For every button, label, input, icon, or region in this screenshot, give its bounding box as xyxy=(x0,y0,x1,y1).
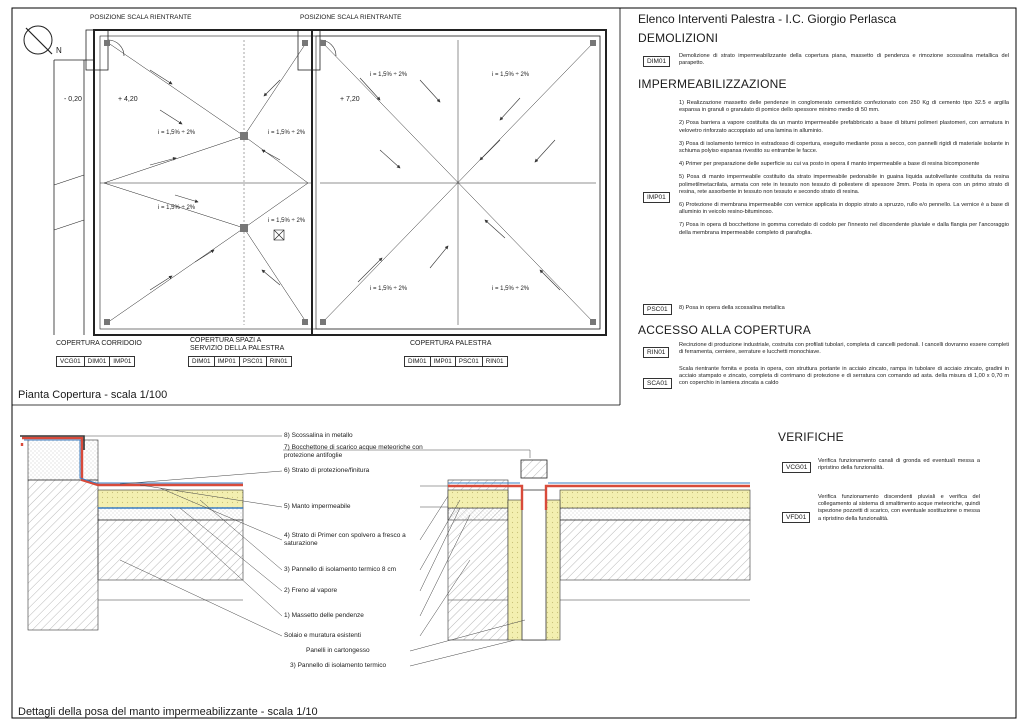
item-text: Verifica funzionamento discendenti pluviali e verifica del collegamento al sistema di smaltimento acque meteoriche, quindi ispezione pozzetti di scarico, con eventuale sostituzione o messa a ripristino della funzionalità. xyxy=(818,494,980,522)
item-code: PSC01 xyxy=(643,304,672,315)
section-heading: ACCESSO ALLA COPERTURA xyxy=(638,323,811,337)
stair-label-right: POSIZIONE SCALA RIENTRANTE xyxy=(300,14,402,21)
list-title: Elenco Interventi Palestra - I.C. Giorgio Perlasca xyxy=(638,12,897,26)
slope-label: i = 1,5% ÷ 2% xyxy=(492,72,530,78)
tag: PSC01 xyxy=(455,356,483,367)
elevation-a: - 0,20 xyxy=(64,96,82,103)
item-text: Verifica funzionamento canali di gronda ed eventuali messa a ripristino della funzionalità. xyxy=(818,458,980,472)
area-tags-corridor xyxy=(56,356,134,367)
elevation-c: + 7,20 xyxy=(340,96,360,103)
plan-caption: Pianta Copertura - scala 1/100 xyxy=(18,389,168,401)
imp-step: 6) Protezione di membrana impermeabile con vernice applicata in doppio strato a spruzzo, rullo e/o pennello. La vernice è a base di alluminio in veicolo resino-bituminoso. xyxy=(679,202,1009,216)
detail-label: 1) Massetto delle pendenze xyxy=(284,612,364,619)
slope-label: i = 1,5% ÷ 2% xyxy=(370,286,408,292)
tag: IMP01 xyxy=(214,356,240,367)
drain-leaf-guard-icon xyxy=(521,460,547,478)
item-code: IMP01 xyxy=(643,192,670,203)
detail-label: 7) Bocchettone di scarico acque meteoriche con protezione antifoglie xyxy=(284,444,423,459)
detail-label: Solaio e muratura esistenti xyxy=(284,632,361,639)
detail-caption: Dettagli della posa del manto impermeabilizzante - scala 1/10 xyxy=(18,706,318,718)
detail-label: 4) Strato di Primer con spolvero a fresco a saturazione xyxy=(284,532,406,547)
item-code: DIM01 xyxy=(643,56,670,67)
section-heading: IMPERMEABILIZZAZIONE xyxy=(638,77,787,91)
area-tags-services xyxy=(188,356,291,367)
section-detail-left xyxy=(20,436,243,630)
slope-label: i = 1,5% ÷ 2% xyxy=(268,130,306,136)
section-heading: VERIFICHE xyxy=(778,430,844,444)
detail-label: 3) Pannello di isolamento termico 8 cm xyxy=(284,566,396,573)
stair-label-left: POSIZIONE SCALA RIENTRANTE xyxy=(90,14,192,21)
item-code: VCG01 xyxy=(782,462,811,473)
tag: RIN01 xyxy=(482,356,508,367)
area-name-corridor: COPERTURA CORRIDOIO xyxy=(56,340,142,347)
slope-label: i = 1,5% ÷ 2% xyxy=(158,205,196,211)
elevation-b: + 4,20 xyxy=(118,96,138,103)
detail-label: 2) Freno al vapore xyxy=(284,587,338,594)
tag: IMP01 xyxy=(109,356,135,367)
north-label: N xyxy=(56,46,62,55)
tag: DIM01 xyxy=(84,356,111,367)
slope-label: i = 1,5% ÷ 2% xyxy=(158,130,196,136)
slope-label: i = 1,5% ÷ 2% xyxy=(492,286,530,292)
roof-drains xyxy=(104,40,596,325)
imp-step: 3) Posa di isolamento termico in estradosso di copertura, eseguito mediante posa a secco, con pannelli rigidi di materiale isolante in schiuma polyiso espansa rivestito su entrambe le facce. xyxy=(679,140,1009,155)
slope-label: i = 1,5% ÷ 2% xyxy=(370,72,408,78)
item-code: RIN01 xyxy=(643,347,669,358)
slope-label: i = 1,5% ÷ 2% xyxy=(268,218,306,224)
item-text: Recinzione di produzione industriale, costruita con profilati tubolari, completa di cancelli pedonali. I cancelli dovranno essere completi di ferramenta, cerniere, serrature e lucchetti monochiave. xyxy=(679,342,1009,356)
area-name-gym: COPERTURA PALESTRA xyxy=(410,340,492,347)
detail-label: 6) Strato di protezione/finitura xyxy=(284,467,370,474)
tag: RIN01 xyxy=(266,356,292,367)
item-text: Demolizione di strato impermeabilizzante della copertura piana, massetto di pendenza e rimozione scossalina metallica del parapetto. xyxy=(679,53,1009,67)
area-name-services: COPERTURA SPAZI A SERVIZIO DELLA PALESTRA xyxy=(190,337,285,352)
tag: VCG01 xyxy=(56,356,85,367)
imp-step: 5) Posa di manto impermeabile costituito da strato impermeabile pedonabile in guaina liquida autolivellante costituita da resina polimetilmetacrilata, armata con rete in tessuto non tessuto di poliestere di spessore 3mm. Posta in opera con un primo strato di resina, rete assorbente in tessuto non tessuto e secondo strato di resina. xyxy=(679,174,1009,195)
imp-step: 4) Primer per preparazione delle superficie su cui va posto in opera il manto impermeabile a base di resina bicomponente xyxy=(679,161,980,168)
slope-arrows xyxy=(150,70,560,290)
item-text: Scala rientrante fornita e posta in opera, con struttura portante in acciaio zincato, rampa in tubolare di acciaio zincato, gradini in acciaio stampato e zincato, completa di corrimano di protezione e di serratura con comando ad asta. della misura di 1,00 x 0,70 m con coperchio in lamiera zincata a caldo xyxy=(679,366,1009,387)
detail-label: 3) Pannello di isolamento termico xyxy=(290,662,387,669)
detail-label: 5) Manto impermeabile xyxy=(284,503,351,510)
item-code: SCA01 xyxy=(643,378,672,389)
tag: DIM01 xyxy=(188,356,215,367)
tag: IMP01 xyxy=(430,356,456,367)
section-heading: DEMOLIZIONI xyxy=(638,31,719,45)
item-text-imp01 xyxy=(679,100,1009,237)
detail-label: 8) Scossalina in metallo xyxy=(284,432,353,439)
tag: DIM01 xyxy=(404,356,431,367)
section-detail-right xyxy=(448,460,750,640)
detail-label: Panelli in cartongesso xyxy=(306,647,370,654)
item-code: VFD01 xyxy=(782,512,810,523)
imp-step: 7) Posa in opera di bocchettone in gomma corredato di codolo per l'innesto nel discendente pluviale e dalla flangia per l'ancoraggio della membrana impermeabile completo di parafoglia. xyxy=(679,222,1009,236)
imp-step: 2) Posa barriera a vapore costituita da un manto impermeabile prefabbricato a base di bitumi polimeri plastomeri, con armatura in velovetro rinforzato accoppiato ad una lamina in alluminio. xyxy=(679,120,1009,134)
area-tags-gym xyxy=(404,356,507,367)
item-text: 8) Posa in opera della scossalina metallica xyxy=(679,305,785,311)
imp-step: 1) Realizzazione massetto delle pendenze in conglomerato cementizio confezionato con 250 Kg di cemento tipo 32.5 e argilla espansa in granuli o granulato di pomice dello spessore minimo medio di 50 mm. xyxy=(679,100,1009,114)
tag: PSC01 xyxy=(239,356,267,367)
